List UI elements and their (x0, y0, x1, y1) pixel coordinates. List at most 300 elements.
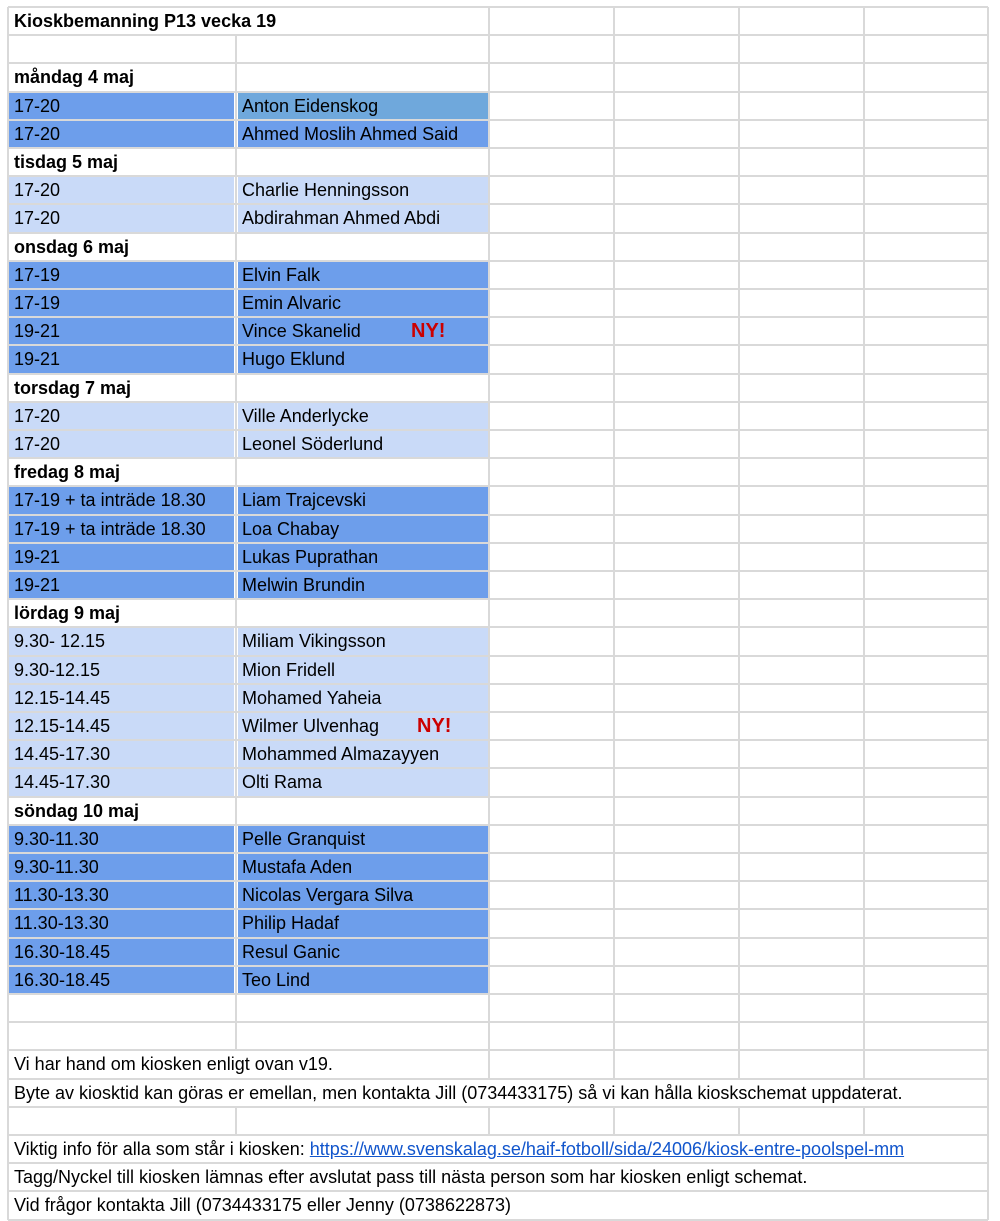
grid-col-line (863, 430, 865, 458)
note-line4: Tagg/Nyckel till kiosken lämnas efter avslutat pass till nästa person som har kiosken enligt schemat. (14, 1167, 808, 1188)
info-link[interactable]: https://www.svenskalag.se/haif-fotboll/sida/24006/kiosk-entre-poolspel-mm (309, 1139, 905, 1159)
grid-col-line (863, 684, 865, 712)
shift-time: 17-20 (14, 405, 61, 426)
grid-row-line (8, 119, 988, 121)
grid-col-line (863, 289, 865, 317)
grid-col-line (863, 938, 865, 966)
day-header: lördag 9 maj (14, 603, 121, 624)
grid-col-line (987, 402, 989, 430)
grid-col-line (488, 430, 490, 458)
grid-col-line (987, 966, 989, 994)
grid-col-line (987, 1135, 989, 1163)
grid-col-line (488, 204, 490, 232)
grid-col-line (613, 571, 615, 599)
grid-row-line (8, 175, 988, 177)
grid-col-line (7, 1022, 9, 1050)
grid-col-line (987, 63, 989, 91)
shift-time: 17-20 (14, 95, 61, 116)
grid-col-line (863, 402, 865, 430)
grid-col-line (738, 458, 740, 486)
grid-col-line (863, 825, 865, 853)
grid-col-line (738, 7, 740, 35)
grid-col-line (863, 797, 865, 825)
shift-name: Nicolas Vergara Silva (242, 885, 414, 906)
grid-col-line (987, 1050, 989, 1078)
shift-name: Leonel Söderlund (242, 434, 384, 454)
grid-col-line (488, 1107, 490, 1135)
grid-col-line (987, 740, 989, 768)
grid-col-line (235, 63, 237, 91)
grid-col-line (488, 966, 490, 994)
grid-col-line (488, 317, 490, 345)
grid-col-line (738, 289, 740, 317)
grid-col-line (488, 120, 490, 148)
grid-col-line (987, 768, 989, 796)
grid-col-line (613, 599, 615, 627)
grid-col-line (488, 374, 490, 402)
grid-col-line (488, 825, 490, 853)
shift-name: Abdirahman Ahmed Abdi (242, 208, 441, 229)
grid-col-line (613, 966, 615, 994)
grid-row-line (8, 655, 988, 657)
grid-col-line (613, 1050, 615, 1078)
grid-col-line (613, 430, 615, 458)
grid-row-line (8, 683, 988, 685)
shift-time: 17-20 (14, 208, 61, 229)
grid-col-line (488, 515, 490, 543)
grid-col-line (987, 92, 989, 120)
grid-col-line (987, 1107, 989, 1135)
shift-time: 17-19 (14, 293, 61, 313)
shift-time: 16.30-18.45 (14, 969, 111, 990)
grid-col-line (738, 599, 740, 627)
grid-col-line (488, 261, 490, 289)
grid-row-line (8, 232, 988, 234)
shift-name: Loa Chabay (242, 518, 340, 539)
grid-col-line (987, 289, 989, 317)
grid-col-line (863, 7, 865, 35)
grid-col-line (987, 881, 989, 909)
note-line5: Vid frågor kontakta Jill (0734433175 eller Jenny (0738622873) (14, 1195, 512, 1216)
grid-col-line (613, 515, 615, 543)
grid-col-line (613, 176, 615, 204)
grid-col-line (863, 148, 865, 176)
grid-col-line (863, 458, 865, 486)
grid-col-line (863, 92, 865, 120)
grid-col-line (613, 374, 615, 402)
grid-col-line (863, 966, 865, 994)
grid-col-line (987, 1079, 989, 1107)
shift-name: Anton Eidenskog (242, 95, 379, 116)
grid-col-line (987, 797, 989, 825)
shift-name: Pelle Granquist (242, 828, 366, 849)
grid-col-line (863, 768, 865, 796)
shift-name: Emin Alvaric (242, 293, 342, 313)
grid-col-line (987, 7, 989, 35)
grid-col-line (987, 543, 989, 571)
new-badge: NY! (417, 715, 452, 737)
grid-col-line (738, 656, 740, 684)
grid-col-line (987, 204, 989, 232)
grid-col-line (987, 627, 989, 655)
shift-time: 19-21 (14, 546, 61, 567)
grid-col-line (738, 909, 740, 937)
grid-col-line (613, 881, 615, 909)
grid-col-line (7, 1107, 9, 1135)
grid-col-line (488, 345, 490, 373)
grid-col-line (987, 1163, 989, 1191)
grid-col-line (613, 797, 615, 825)
grid-col-line (488, 543, 490, 571)
grid-col-line (235, 233, 237, 261)
day-header: onsdag 6 maj (14, 236, 130, 257)
grid-row-line (8, 598, 988, 600)
grid-row-line (8, 739, 988, 741)
grid-col-line (863, 881, 865, 909)
shift-name: Ahmed Moslih Ahmed Said (242, 123, 459, 144)
grid-col-line (863, 233, 865, 261)
note-line1: Vi har hand om kiosken enligt ovan v19. (14, 1054, 333, 1075)
grid-col-line (488, 853, 490, 881)
grid-col-line (613, 120, 615, 148)
grid-row-line (8, 937, 988, 939)
grid-row-line (8, 711, 988, 713)
grid-row-line (8, 626, 988, 628)
shift-name: Mion Fridell (242, 659, 336, 680)
shift-name: Elvin Falk (242, 264, 321, 285)
grid-col-line (613, 627, 615, 655)
grid-row-line (8, 767, 988, 769)
grid-col-line (987, 345, 989, 373)
day-header: söndag 10 maj (14, 800, 140, 821)
grid-col-line (738, 261, 740, 289)
grid-col-line (738, 1022, 740, 1050)
grid-row-line (8, 316, 988, 318)
grid-col-line (488, 571, 490, 599)
day-header: måndag 4 maj (14, 67, 135, 88)
grid-col-line (235, 994, 237, 1022)
shift-time: 17-20 (14, 434, 61, 454)
shift-name: Lukas Puprathan (242, 546, 379, 567)
grid-col-line (613, 317, 615, 345)
grid-col-line (7, 35, 9, 63)
grid-col-line (613, 458, 615, 486)
grid-col-line (613, 712, 615, 740)
shift-time: 17-20 (14, 123, 61, 144)
grid-col-line (488, 881, 490, 909)
grid-col-line (738, 543, 740, 571)
shift-time: 17-19 (14, 264, 61, 285)
grid-col-line (613, 684, 615, 712)
grid-col-line (987, 909, 989, 937)
grid-col-line (488, 712, 490, 740)
grid-col-line (987, 994, 989, 1022)
grid-col-line (738, 1107, 740, 1135)
grid-col-line (738, 35, 740, 63)
shift-time: 14.45-17.30 (14, 744, 111, 765)
grid-row-line (8, 91, 988, 93)
sheet-title: Kioskbemanning P13 vecka 19 (14, 11, 277, 31)
grid-row-line (8, 1021, 988, 1023)
grid-col-line (488, 797, 490, 825)
grid-col-line (488, 63, 490, 91)
grid-col-line (738, 92, 740, 120)
grid-col-line (738, 825, 740, 853)
grid-col-line (987, 458, 989, 486)
shift-time: 9.30-11.30 (14, 828, 99, 849)
grid-row-line (8, 344, 988, 346)
grid-col-line (738, 1050, 740, 1078)
grid-col-line (987, 853, 989, 881)
grid-col-line (863, 176, 865, 204)
grid-col-line (488, 289, 490, 317)
shift-name: Philip Hadaf (242, 913, 340, 934)
grid-col-line (738, 515, 740, 543)
shift-time: 14.45-17.30 (14, 772, 111, 793)
shift-time: 9.30- 12.15 (14, 631, 106, 652)
day-header: tisdag 5 maj (14, 152, 119, 172)
grid-col-line (863, 627, 865, 655)
grid-col-line (488, 176, 490, 204)
grid-col-line (613, 825, 615, 853)
shift-name: Mohammed Almazayyen (242, 744, 440, 765)
grid-col-line (863, 1022, 865, 1050)
grid-col-line (738, 176, 740, 204)
grid-row-line (8, 993, 988, 995)
grid-col-line (613, 768, 615, 796)
grid-col-line (488, 1022, 490, 1050)
grid-col-line (613, 345, 615, 373)
grid-col-line (987, 148, 989, 176)
grid-col-line (863, 740, 865, 768)
grid-col-line (863, 1107, 865, 1135)
shift-name: Miliam Vikingsson (242, 631, 386, 652)
day-header: torsdag 7 maj (14, 377, 132, 398)
grid-col-line (738, 430, 740, 458)
grid-col-line (987, 656, 989, 684)
grid-col-line (235, 1022, 237, 1050)
grid-col-line (863, 345, 865, 373)
shift-time: 11.30-13.30 (14, 885, 109, 906)
grid-col-line (738, 797, 740, 825)
grid-col-line (613, 1107, 615, 1135)
shift-time: 12.15-14.45 (14, 716, 111, 736)
grid-row-line (8, 429, 988, 431)
shift-name: Vince Skanelid (242, 321, 361, 342)
grid-col-line (488, 402, 490, 430)
grid-row-line (8, 203, 988, 205)
grid-col-line (613, 7, 615, 35)
grid-col-line (738, 627, 740, 655)
new-badge: NY! (411, 320, 446, 343)
grid-col-line (613, 402, 615, 430)
shift-name: Teo Lind (242, 969, 311, 990)
grid-col-line (987, 599, 989, 627)
shift-name: Mustafa Aden (242, 857, 353, 877)
grid-col-line (488, 148, 490, 176)
grid-col-line (738, 486, 740, 514)
shift-name: Hugo Eklund (242, 349, 346, 370)
grid-row-line (8, 965, 988, 967)
grid-col-line (613, 486, 615, 514)
grid-col-line (987, 938, 989, 966)
grid-col-line (613, 35, 615, 63)
grid-col-line (863, 571, 865, 599)
grid-col-line (863, 63, 865, 91)
day-header: fredag 8 maj (14, 462, 121, 483)
grid-col-line (987, 120, 989, 148)
shift-name: Olti Rama (242, 772, 323, 793)
grid-row-line (8, 570, 988, 572)
grid-col-line (738, 374, 740, 402)
shift-time: 9.30-12.15 (14, 659, 101, 680)
grid-col-line (613, 994, 615, 1022)
grid-col-line (738, 571, 740, 599)
grid-col-line (738, 148, 740, 176)
grid-col-line (738, 684, 740, 712)
grid-col-line (613, 853, 615, 881)
grid-col-line (488, 486, 490, 514)
grid-col-line (613, 543, 615, 571)
grid-col-line (863, 853, 865, 881)
grid-col-line (613, 148, 615, 176)
grid-col-line (738, 233, 740, 261)
grid-col-line (738, 853, 740, 881)
grid-col-line (738, 938, 740, 966)
shift-time: 9.30-11.30 (14, 857, 99, 877)
shift-name: Charlie Henningsson (242, 180, 410, 201)
grid-col-line (738, 345, 740, 373)
shift-time: 16.30-18.45 (14, 941, 111, 962)
grid-row-line (8, 260, 988, 262)
grid-col-line (613, 1022, 615, 1050)
grid-col-line (488, 627, 490, 655)
shift-time: 17-20 (14, 180, 61, 201)
grid-col-line (987, 374, 989, 402)
shift-name: Wilmer Ulvenhag (242, 716, 380, 736)
shift-name: Resul Ganic (242, 941, 341, 962)
grid-col-line (613, 204, 615, 232)
shift-name: Melwin Brundin (242, 575, 366, 595)
grid-row-line (8, 288, 988, 290)
grid-col-line (235, 35, 237, 63)
grid-col-line (488, 740, 490, 768)
grid-col-line (488, 684, 490, 712)
grid-col-line (863, 656, 865, 684)
grid-col-line (488, 1050, 490, 1078)
grid-col-line (863, 486, 865, 514)
shift-time: 17-19 + ta inträde 18.30 (14, 518, 206, 539)
grid-row-line (8, 401, 988, 403)
grid-col-line (613, 63, 615, 91)
grid-col-line (7, 994, 9, 1022)
shift-name: Mohamed Yaheia (242, 687, 382, 708)
grid-col-line (738, 402, 740, 430)
grid-col-line (863, 317, 865, 345)
grid-col-line (987, 515, 989, 543)
grid-col-line (613, 656, 615, 684)
grid-col-line (613, 289, 615, 317)
grid-col-line (863, 120, 865, 148)
grid-col-line (738, 994, 740, 1022)
shift-time: 19-21 (14, 321, 61, 342)
grid-col-line (738, 768, 740, 796)
grid-col-line (235, 458, 237, 486)
grid-col-line (488, 909, 490, 937)
info-prefix: Viktig info för alla som står i kiosken: (14, 1139, 310, 1159)
grid-row-line (8, 908, 988, 910)
grid-row-line (8, 852, 988, 854)
shift-time: 19-21 (14, 575, 61, 595)
grid-col-line (863, 204, 865, 232)
note-line2: Byte av kiosktid kan göras er emellan, men kontakta Jill (0734433175) så vi kan hålla kioskschemat uppdaterat. (14, 1082, 903, 1103)
grid-col-line (987, 571, 989, 599)
grid-col-line (863, 994, 865, 1022)
grid-col-line (488, 994, 490, 1022)
grid-col-line (235, 1107, 237, 1135)
grid-col-line (863, 909, 865, 937)
grid-col-line (987, 1191, 989, 1219)
grid-col-line (987, 486, 989, 514)
grid-col-line (235, 797, 237, 825)
grid-col-line (987, 1022, 989, 1050)
grid-row-line (8, 62, 988, 64)
grid-col-line (863, 374, 865, 402)
grid-col-line (863, 35, 865, 63)
shift-time: 19-21 (14, 349, 61, 370)
grid-row-line (8, 457, 988, 459)
grid-col-line (488, 233, 490, 261)
grid-row-line (8, 373, 988, 375)
grid-col-line (613, 938, 615, 966)
grid-col-line (987, 233, 989, 261)
grid-col-line (235, 148, 237, 176)
grid-col-line (863, 599, 865, 627)
grid-col-line (863, 261, 865, 289)
grid-col-line (987, 176, 989, 204)
grid-col-line (987, 317, 989, 345)
shift-time: 11.30-13.30 (14, 913, 109, 934)
shift-name: Ville Anderlycke (242, 405, 369, 426)
grid-col-line (488, 35, 490, 63)
grid-col-line (613, 261, 615, 289)
grid-col-line (863, 515, 865, 543)
shift-time: 17-19 + ta inträde 18.30 (14, 490, 206, 511)
grid-col-line (613, 92, 615, 120)
grid-row-line (8, 824, 988, 826)
grid-col-line (488, 458, 490, 486)
grid-col-line (488, 768, 490, 796)
grid-row-line (8, 796, 988, 798)
grid-row-line (8, 880, 988, 882)
grid-col-line (738, 317, 740, 345)
grid-col-line (488, 938, 490, 966)
shift-name: Liam Trajcevski (242, 490, 367, 511)
note-info (8, 1135, 904, 1163)
grid-col-line (987, 684, 989, 712)
grid-col-line (738, 63, 740, 91)
grid-col-line (738, 204, 740, 232)
shift-time: 12.15-14.45 (14, 687, 111, 708)
grid-col-line (738, 966, 740, 994)
grid-col-line (863, 543, 865, 571)
grid-col-line (863, 1050, 865, 1078)
grid-col-line (738, 120, 740, 148)
grid-col-line (235, 374, 237, 402)
grid-col-line (987, 35, 989, 63)
grid-col-line (613, 233, 615, 261)
grid-col-line (613, 909, 615, 937)
